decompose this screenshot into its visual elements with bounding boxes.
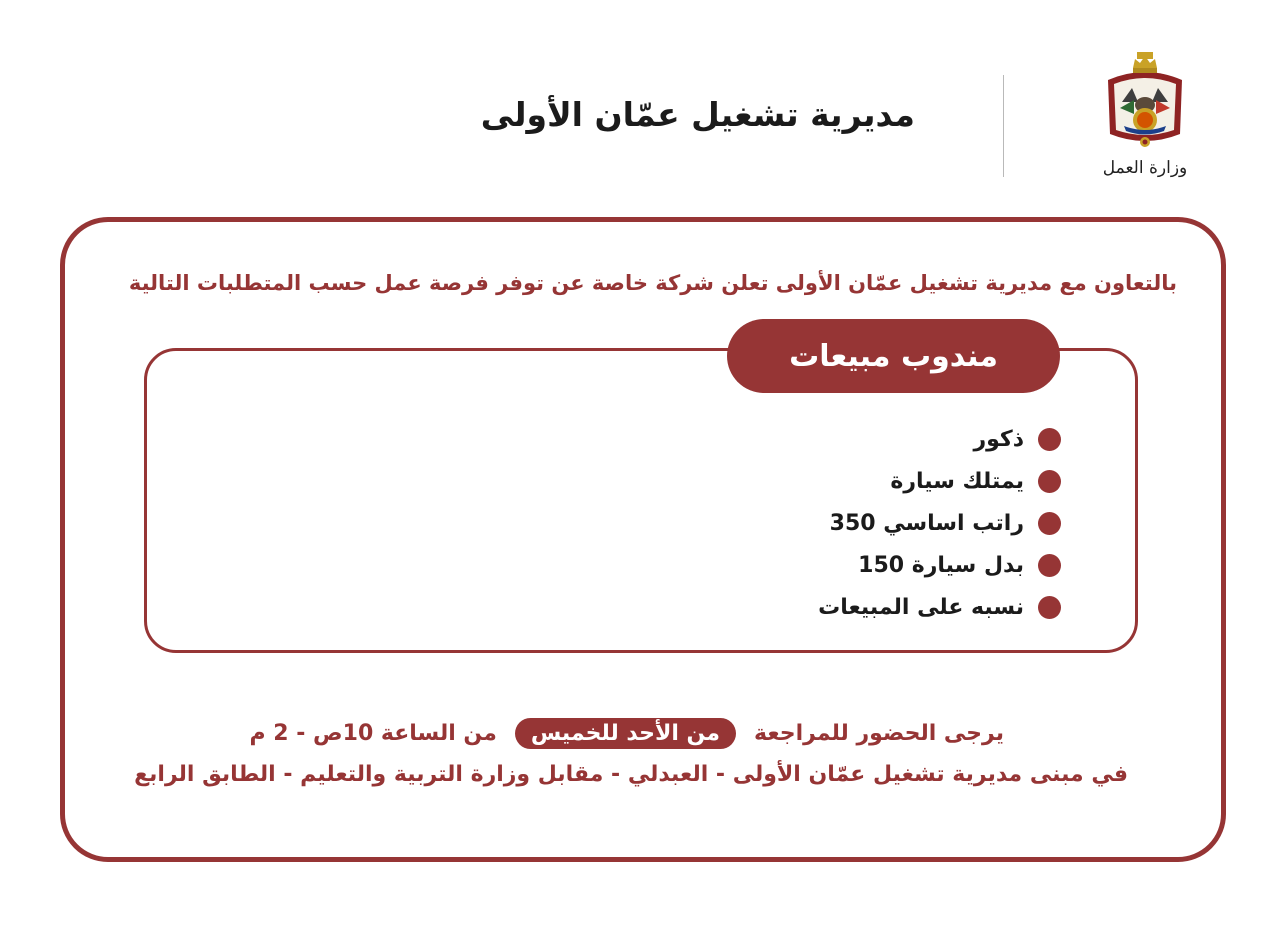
list-item bbox=[818, 418, 1061, 460]
list-item bbox=[818, 586, 1061, 628]
bullet-icon bbox=[1038, 512, 1061, 535]
ministry-emblem bbox=[1100, 50, 1190, 185]
attendance-intro: يرجى الحضور للمراجعة bbox=[753, 721, 1004, 746]
header-divider bbox=[1003, 75, 1004, 177]
list-item bbox=[818, 544, 1061, 586]
bullet-icon bbox=[1038, 428, 1061, 451]
list-item bbox=[818, 460, 1061, 502]
bullet-icon bbox=[1038, 554, 1061, 577]
job-title-badge: مندوب مبيعات bbox=[727, 319, 1060, 393]
requirement-text: نسبه على المبيعات bbox=[818, 594, 1024, 620]
requirement-text: يمتلك سيارة bbox=[890, 468, 1024, 494]
address-text: في مبنى مديرية تشغيل عمّان الأولى - العبدلي - مقابل وزارة التربية والتعليم - الطابق الرابع bbox=[134, 762, 1128, 787]
ministry-caption: وزارة العمل bbox=[1102, 158, 1188, 178]
list-item bbox=[818, 502, 1061, 544]
requirement-text: بدل سيارة 150 bbox=[858, 552, 1024, 578]
days-badge: من الأحد للخميس bbox=[515, 718, 736, 749]
requirement-text: راتب اساسي 350 bbox=[829, 510, 1024, 536]
attendance-line bbox=[249, 718, 1004, 749]
bullet-icon bbox=[1038, 596, 1061, 619]
requirement-text: ذكور bbox=[973, 426, 1024, 452]
attendance-hours: من الساعة 10ص - 2 م bbox=[249, 721, 497, 746]
page-title: مديرية تشغيل عمّان الأولى bbox=[480, 95, 915, 134]
requirements-list bbox=[818, 418, 1061, 628]
intro-text: بالتعاون مع مديرية تشغيل عمّان الأولى تعلن شركة خاصة عن توفر فرصة عمل حسب المتطلبات التالية bbox=[128, 271, 1177, 295]
coat-of-arms-icon bbox=[1100, 50, 1190, 155]
bullet-icon bbox=[1038, 470, 1061, 493]
